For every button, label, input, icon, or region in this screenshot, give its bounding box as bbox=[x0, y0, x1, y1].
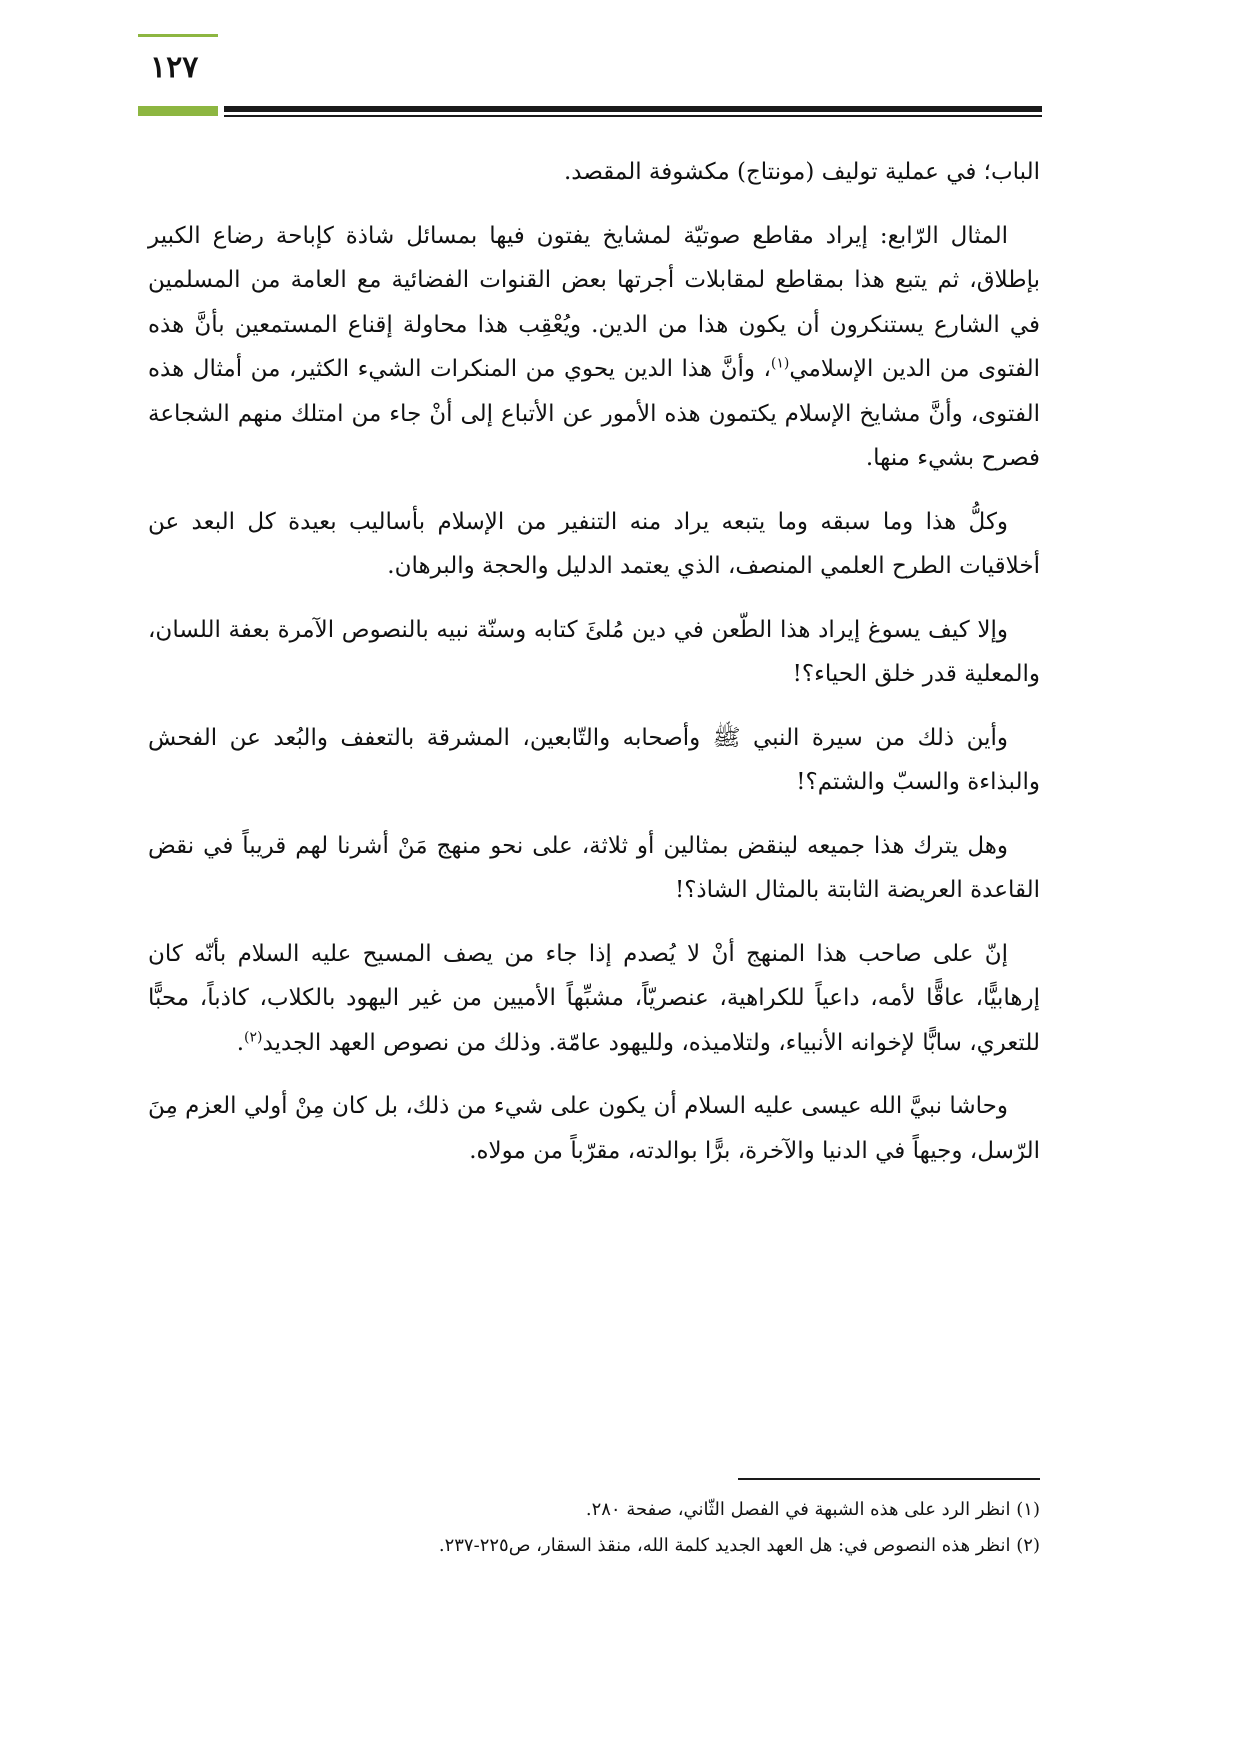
header-accent-bar bbox=[138, 106, 218, 116]
paragraph-7 bbox=[148, 932, 1040, 1066]
header-accent-line-top bbox=[138, 34, 218, 37]
paragraph-7-text-after: . bbox=[236, 1029, 245, 1056]
footnote-ref-2[interactable]: (٢) bbox=[244, 1028, 263, 1045]
paragraph-8: وحاشا نبيَّ الله عيسى عليه السلام أن يكون على شيء من ذلك، بل كان مِنْ أولي العزم مِنَ الرّسل، وجيهاً في الدنيا والآخرة، برًّا بوالدته، مقرّباً من مولاه. bbox=[148, 1093, 1040, 1164]
footnote-ref-1[interactable]: (١) bbox=[770, 355, 790, 372]
paragraph-4: وإلا كيف يسوغ إيراد هذا الطّعن في دين مُلئَ كتابه وسنّة نبيه بالنصوص الآمرة بعفة اللسان، والمعلية قدر خلق الحياء؟! bbox=[148, 616, 1040, 687]
paragraph-1: الباب؛ في عملية توليف (مونتاج) مكشوفة المقصد. bbox=[563, 159, 1040, 185]
paragraph-3: وكلُّ هذا وما سبقه وما يتبعه يراد منه التنفير من الإسلام بأساليب بعيدة كل البعد عن أخلاقيات الطرح العلمي المنصف، الذي يعتمد الدليل والحجة والبرهان. bbox=[148, 508, 1040, 579]
page-number: ١٢٧ bbox=[150, 50, 199, 85]
paragraph-5: وأين ذلك من سيرة النبي ﷺ وأصحابه والتّابعين، المشرقة بالتعفف والبُعد عن الفحش والبذاءة والسبّ والشتم؟! bbox=[148, 724, 1040, 795]
paragraph-6: وهل يترك هذا جميعه لينقض بمثالين أو ثلاثة، على نحو منهج مَنْ أشرنا لهم قريباً في نقض القاعدة العريضة الثابتة بالمثال الشاذ؟! bbox=[148, 832, 1040, 903]
footnote-2: (٢) انظر هذه النصوص في: هل العهد الجديد كلمة الله، منقذ السقار، ص٢٢٥-٢٣٧. bbox=[438, 1535, 1040, 1556]
header-rule-thin bbox=[224, 115, 1042, 117]
paragraph-2-text-after: ، وأنَّ هذا الدين يحوي من المنكرات الشيء الكثير، من أمثال هذه الفتوى، وأنَّ مشايخ الإسلام يكتمون هذه الأمور عن الأتباع إلى أنْ جاء من امتلك منهم الشجاعة فصرح بشيء منها. bbox=[148, 356, 1040, 471]
paragraph-2 bbox=[148, 214, 1040, 481]
header-rule-thick bbox=[224, 106, 1042, 112]
paragraph-2-text-before: المثال الرّابع: إيراد مقاطع صوتيّة لمشايخ يفتون فيها بمسائل شاذة كإباحة رضاع الكبير بإطلاق، ثم يتبع هذا بمقاطع لمقابلات أجرتها بعض القنوات الفضائية مع العامة من المسلمين في الشارع يستنكرون أن يكون هذا من الدين. ويُعْقِب هذا محاولة إقناع المستمعين بأنَّ هذه الفتوى من الدين الإسلامي bbox=[148, 222, 1040, 382]
footnote-1: (١) انظر الرد على هذه الشبهة في الفصل الثّاني، صفحة ٢٨٠. bbox=[585, 1499, 1040, 1520]
body-text bbox=[148, 150, 1040, 1192]
footnotes bbox=[148, 1492, 1040, 1564]
footnote-separator bbox=[738, 1478, 1040, 1480]
paragraph-7-text-before: إنّ على صاحب هذا المنهج أنْ لا يُصدم إذا جاء من يصف المسيح عليه السلام بأنّه كان إرهابيًّا، عاقًّا لأمه، داعياً للكراهية، عنصريّاً، مشبِّهاً الأميين من غير اليهود بالكلاب، كاذباً، محبًّا للتعري، سابًّا لإخوانه الأنبياء، ولتلاميذه، ولليهود عامّة. وذلك من نصوص العهد الجديد bbox=[148, 940, 1040, 1056]
